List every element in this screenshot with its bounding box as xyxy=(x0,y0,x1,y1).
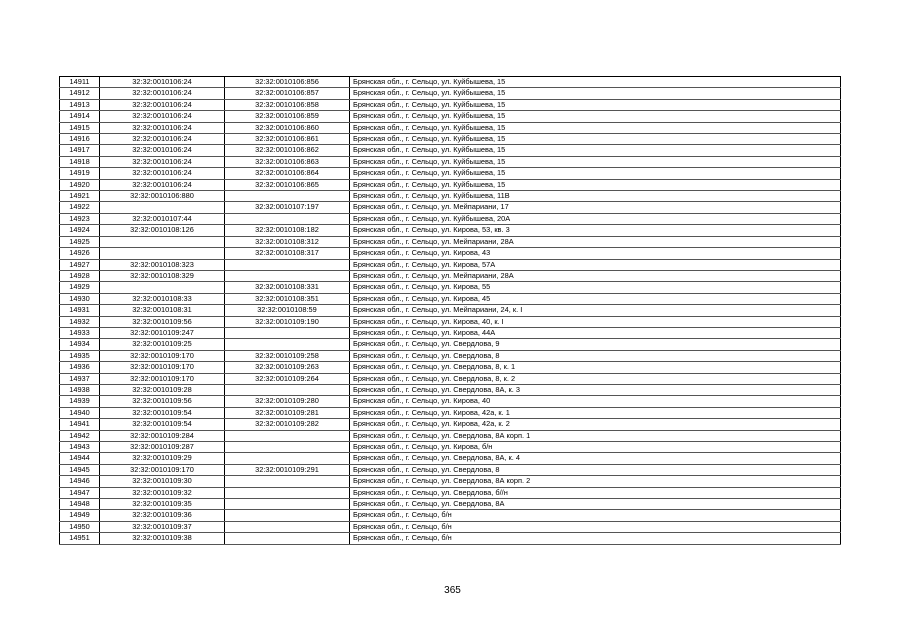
cell-row-number: 14919 xyxy=(60,168,100,179)
cell-address: Брянская обл., г. Сельцо, ул. Кирова, 55 xyxy=(350,282,841,293)
cell-address: Брянская обл., г. Сельцо, ул. Куйбышева, 15 xyxy=(350,111,841,122)
cell-row-number: 14913 xyxy=(60,99,100,110)
cell-object-number: 32:32:0010108:331 xyxy=(225,282,350,293)
cell-address: Брянская обл., г. Сельцо, б/н xyxy=(350,533,841,544)
table-row xyxy=(60,430,841,441)
cell-cadastral-number: 32:32:0010109:30 xyxy=(100,476,225,487)
cell-row-number: 14935 xyxy=(60,350,100,361)
cell-row-number: 14926 xyxy=(60,248,100,259)
table-row xyxy=(60,213,841,224)
table-row xyxy=(60,270,841,281)
cell-cadastral-number: 32:32:0010106:880 xyxy=(100,191,225,202)
cell-object-number: 32:32:0010109:264 xyxy=(225,373,350,384)
cell-address: Брянская обл., г. Сельцо, ул. Свердлова, 8 xyxy=(350,464,841,475)
table-row xyxy=(60,225,841,236)
cell-address: Брянская обл., г. Сельцо, ул. Кирова, 40 xyxy=(350,396,841,407)
cell-address: Брянская обл., г. Сельцо, ул. Свердлова, 8А корп. 2 xyxy=(350,476,841,487)
cell-row-number: 14951 xyxy=(60,533,100,544)
table-row xyxy=(60,145,841,156)
table-row xyxy=(60,476,841,487)
cell-object-number: 32:32:0010109:263 xyxy=(225,362,350,373)
cell-object-number: 32:32:0010106:864 xyxy=(225,168,350,179)
cell-address: Брянская обл., г. Сельцо, ул. Кирова, 42а, к. 1 xyxy=(350,407,841,418)
cell-row-number: 14921 xyxy=(60,191,100,202)
cell-row-number: 14948 xyxy=(60,499,100,510)
table-row xyxy=(60,293,841,304)
cell-row-number: 14918 xyxy=(60,156,100,167)
cell-address: Брянская обл., г. Сельцо, ул. Мейпариани, 28А xyxy=(350,236,841,247)
cell-row-number: 14930 xyxy=(60,293,100,304)
cell-address: Брянская обл., г. Сельцо, ул. Кирова, 44А xyxy=(350,327,841,338)
table-row xyxy=(60,464,841,475)
table-row xyxy=(60,259,841,270)
cell-address: Брянская обл., г. Сельцо, ул. Свердлова, 8А xyxy=(350,499,841,510)
cell-object-number: 32:32:0010109:291 xyxy=(225,464,350,475)
table-row xyxy=(60,168,841,179)
table-row xyxy=(60,316,841,327)
cell-row-number: 14944 xyxy=(60,453,100,464)
cell-address: Брянская обл., г. Сельцо, ул. Куйбышева, 15 xyxy=(350,168,841,179)
table-row xyxy=(60,282,841,293)
cell-row-number: 14924 xyxy=(60,225,100,236)
cell-object-number: 32:32:0010108:312 xyxy=(225,236,350,247)
cell-row-number: 14945 xyxy=(60,464,100,475)
cell-cadastral-number: 32:32:0010106:24 xyxy=(100,122,225,133)
cell-row-number: 14917 xyxy=(60,145,100,156)
cell-object-number: 32:32:0010106:856 xyxy=(225,77,350,88)
cell-address: Брянская обл., г. Сельцо, ул. Свердлова, 8, к. 1 xyxy=(350,362,841,373)
cell-address: Брянская обл., г. Сельцо, ул. Мейпариани, 17 xyxy=(350,202,841,213)
cell-cadastral-number: 32:32:0010106:24 xyxy=(100,168,225,179)
cell-cadastral-number xyxy=(100,236,225,247)
cell-address: Брянская обл., г. Сельцо, ул. Куйбышева, 20А xyxy=(350,213,841,224)
cell-object-number: 32:32:0010109:258 xyxy=(225,350,350,361)
cell-object-number: 32:32:0010106:865 xyxy=(225,179,350,190)
table-row xyxy=(60,373,841,384)
table-row xyxy=(60,419,841,430)
cell-cadastral-number: 32:32:0010109:287 xyxy=(100,442,225,453)
cell-row-number: 14914 xyxy=(60,111,100,122)
cell-address: Брянская обл., г. Сельцо, ул. Свердлова, 8 xyxy=(350,350,841,361)
cell-address: Брянская обл., г. Сельцо, ул. Свердлова, б//н xyxy=(350,487,841,498)
cell-cadastral-number: 32:32:0010107:44 xyxy=(100,213,225,224)
cell-row-number: 14916 xyxy=(60,134,100,145)
cell-row-number: 14933 xyxy=(60,327,100,338)
cell-object-number: 32:32:0010106:858 xyxy=(225,99,350,110)
cell-address: Брянская обл., г. Сельцо, ул. Куйбышева, 15 xyxy=(350,156,841,167)
cell-cadastral-number xyxy=(100,202,225,213)
cell-row-number: 14949 xyxy=(60,510,100,521)
cell-address: Брянская обл., г. Сельцо, ул. Мейпариани, 24, к. I xyxy=(350,305,841,316)
cell-cadastral-number: 32:32:0010106:24 xyxy=(100,156,225,167)
cell-row-number: 14936 xyxy=(60,362,100,373)
cell-object-number xyxy=(225,191,350,202)
cell-cadastral-number: 32:32:0010109:54 xyxy=(100,407,225,418)
table-row xyxy=(60,179,841,190)
cell-row-number: 14922 xyxy=(60,202,100,213)
cell-row-number: 14950 xyxy=(60,521,100,532)
cell-cadastral-number xyxy=(100,282,225,293)
table-row xyxy=(60,248,841,259)
cell-cadastral-number: 32:32:0010108:323 xyxy=(100,259,225,270)
cell-row-number: 14915 xyxy=(60,122,100,133)
cell-row-number: 14939 xyxy=(60,396,100,407)
cell-row-number: 14925 xyxy=(60,236,100,247)
cell-cadastral-number: 32:32:0010108:329 xyxy=(100,270,225,281)
cell-cadastral-number: 32:32:0010108:33 xyxy=(100,293,225,304)
cell-address: Брянская обл., г. Сельцо, ул. Куйбышева, 15 xyxy=(350,77,841,88)
cell-object-number: 32:32:0010108:59 xyxy=(225,305,350,316)
cell-object-number xyxy=(225,521,350,532)
cell-cadastral-number: 32:32:0010106:24 xyxy=(100,179,225,190)
cell-address: Брянская обл., г. Сельцо, ул. Куйбышева, 15 xyxy=(350,122,841,133)
table-row xyxy=(60,362,841,373)
table-row xyxy=(60,499,841,510)
cell-row-number: 14941 xyxy=(60,419,100,430)
cell-row-number: 14911 xyxy=(60,77,100,88)
cell-object-number: 32:32:0010107:197 xyxy=(225,202,350,213)
cell-address: Брянская обл., г. Сельцо, ул. Свердлова, 8А корп. 1 xyxy=(350,430,841,441)
cell-cadastral-number xyxy=(100,248,225,259)
table-row xyxy=(60,407,841,418)
table-row xyxy=(60,134,841,145)
cell-cadastral-number: 32:32:0010109:247 xyxy=(100,327,225,338)
cell-address: Брянская обл., г. Сельцо, ул. Куйбышева, 15 xyxy=(350,145,841,156)
cell-cadastral-number: 32:32:0010108:126 xyxy=(100,225,225,236)
cell-cadastral-number: 32:32:0010109:35 xyxy=(100,499,225,510)
cell-address: Брянская обл., г. Сельцо, ул. Куйбышева, 15 xyxy=(350,99,841,110)
table-row xyxy=(60,191,841,202)
table-row xyxy=(60,442,841,453)
cell-cadastral-number: 32:32:0010109:284 xyxy=(100,430,225,441)
cell-object-number: 32:32:0010109:190 xyxy=(225,316,350,327)
cell-object-number xyxy=(225,476,350,487)
cell-cadastral-number: 32:32:0010108:31 xyxy=(100,305,225,316)
table-row xyxy=(60,453,841,464)
cell-object-number xyxy=(225,430,350,441)
cell-cadastral-number: 32:32:0010106:24 xyxy=(100,99,225,110)
table-row xyxy=(60,305,841,316)
cell-object-number: 32:32:0010106:862 xyxy=(225,145,350,156)
page-number: 365 xyxy=(444,585,461,596)
cell-object-number: 32:32:0010106:863 xyxy=(225,156,350,167)
table-row xyxy=(60,327,841,338)
cell-address: Брянская обл., г. Сельцо, ул. Кирова, 57А xyxy=(350,259,841,270)
cell-address: Брянская обл., г. Сельцо, ул. Куйбышева, 11В xyxy=(350,191,841,202)
cell-object-number xyxy=(225,442,350,453)
cell-object-number xyxy=(225,499,350,510)
cell-row-number: 14938 xyxy=(60,384,100,395)
cell-object-number xyxy=(225,339,350,350)
table-row xyxy=(60,533,841,544)
cell-object-number: 32:32:0010109:281 xyxy=(225,407,350,418)
cell-object-number: 32:32:0010108:182 xyxy=(225,225,350,236)
cell-object-number: 32:32:0010108:317 xyxy=(225,248,350,259)
cell-object-number: 32:32:0010106:861 xyxy=(225,134,350,145)
cell-row-number: 14920 xyxy=(60,179,100,190)
cell-object-number xyxy=(225,453,350,464)
cell-row-number: 14932 xyxy=(60,316,100,327)
cell-cadastral-number: 32:32:0010109:170 xyxy=(100,350,225,361)
table-row xyxy=(60,77,841,88)
cell-object-number xyxy=(225,533,350,544)
cell-cadastral-number: 32:32:0010106:24 xyxy=(100,77,225,88)
cell-object-number xyxy=(225,487,350,498)
table-row xyxy=(60,122,841,133)
cell-object-number xyxy=(225,270,350,281)
cell-cadastral-number: 32:32:0010109:29 xyxy=(100,453,225,464)
cell-object-number xyxy=(225,259,350,270)
table-row xyxy=(60,88,841,99)
table-row xyxy=(60,384,841,395)
cell-address: Брянская обл., г. Сельцо, б/н xyxy=(350,521,841,532)
cell-cadastral-number: 32:32:0010109:54 xyxy=(100,419,225,430)
cell-address: Брянская обл., г. Сельцо, ул. Свердлова, 9 xyxy=(350,339,841,350)
table-row xyxy=(60,487,841,498)
cell-object-number xyxy=(225,213,350,224)
cell-row-number: 14923 xyxy=(60,213,100,224)
cell-row-number: 14927 xyxy=(60,259,100,270)
cell-cadastral-number: 32:32:0010106:24 xyxy=(100,111,225,122)
cell-row-number: 14928 xyxy=(60,270,100,281)
table-row xyxy=(60,521,841,532)
cell-object-number: 32:32:0010106:860 xyxy=(225,122,350,133)
cell-cadastral-number: 32:32:0010109:170 xyxy=(100,464,225,475)
table-row xyxy=(60,236,841,247)
cell-cadastral-number: 32:32:0010109:38 xyxy=(100,533,225,544)
cell-address: Брянская обл., г. Сельцо, ул. Куйбышева, 15 xyxy=(350,134,841,145)
cell-row-number: 14942 xyxy=(60,430,100,441)
cell-cadastral-number: 32:32:0010109:170 xyxy=(100,373,225,384)
cell-object-number: 32:32:0010109:280 xyxy=(225,396,350,407)
cell-row-number: 14946 xyxy=(60,476,100,487)
cell-address: Брянская обл., г. Сельцо, б/н xyxy=(350,510,841,521)
cell-row-number: 14947 xyxy=(60,487,100,498)
cell-address: Брянская обл., г. Сельцо, ул. Свердлова, 8А, к. 4 xyxy=(350,453,841,464)
cell-address: Брянская обл., г. Сельцо, ул. Кирова, 53, кв. 3 xyxy=(350,225,841,236)
cell-address: Брянская обл., г. Сельцо, ул. Кирова, 45 xyxy=(350,293,841,304)
cell-row-number: 14940 xyxy=(60,407,100,418)
table-row xyxy=(60,510,841,521)
cell-cadastral-number: 32:32:0010109:32 xyxy=(100,487,225,498)
table-row xyxy=(60,339,841,350)
cell-cadastral-number: 32:32:0010109:56 xyxy=(100,316,225,327)
cell-row-number: 14937 xyxy=(60,373,100,384)
table-row xyxy=(60,202,841,213)
table-row xyxy=(60,350,841,361)
cell-cadastral-number: 32:32:0010109:56 xyxy=(100,396,225,407)
table-row xyxy=(60,111,841,122)
cell-address: Брянская обл., г. Сельцо, ул. Кирова, 43 xyxy=(350,248,841,259)
cell-cadastral-number: 32:32:0010106:24 xyxy=(100,134,225,145)
cell-row-number: 14929 xyxy=(60,282,100,293)
cell-object-number: 32:32:0010106:857 xyxy=(225,88,350,99)
cell-object-number: 32:32:0010109:282 xyxy=(225,419,350,430)
cell-row-number: 14912 xyxy=(60,88,100,99)
cell-object-number xyxy=(225,384,350,395)
cell-cadastral-number: 32:32:0010109:36 xyxy=(100,510,225,521)
table-body xyxy=(60,77,841,545)
cell-cadastral-number: 32:32:0010109:25 xyxy=(100,339,225,350)
cell-row-number: 14931 xyxy=(60,305,100,316)
cell-address: Брянская обл., г. Сельцо, ул. Куйбышева, 15 xyxy=(350,88,841,99)
cell-cadastral-number: 32:32:0010106:24 xyxy=(100,145,225,156)
cell-address: Брянская обл., г. Сельцо, ул. Мейпариани, 28А xyxy=(350,270,841,281)
cell-object-number: 32:32:0010108:351 xyxy=(225,293,350,304)
table-row xyxy=(60,99,841,110)
table-row xyxy=(60,396,841,407)
cell-cadastral-number: 32:32:0010106:24 xyxy=(100,88,225,99)
cell-cadastral-number: 32:32:0010109:28 xyxy=(100,384,225,395)
cell-object-number xyxy=(225,510,350,521)
cell-row-number: 14943 xyxy=(60,442,100,453)
cell-cadastral-number: 32:32:0010109:170 xyxy=(100,362,225,373)
cell-address: Брянская обл., г. Сельцо, ул. Свердлова, 8, к. 2 xyxy=(350,373,841,384)
cell-address: Брянская обл., г. Сельцо, ул. Свердлова, 8А, к. 3 xyxy=(350,384,841,395)
table-row xyxy=(60,156,841,167)
cell-address: Брянская обл., г. Сельцо, ул. Куйбышева, 15 xyxy=(350,179,841,190)
cell-row-number: 14934 xyxy=(60,339,100,350)
cell-address: Брянская обл., г. Сельцо, ул. Кирова, 42а, к. 2 xyxy=(350,419,841,430)
cell-address: Брянская обл., г. Сельцо, ул. Кирова, б/н xyxy=(350,442,841,453)
property-registry-table xyxy=(59,76,841,545)
cell-object-number xyxy=(225,327,350,338)
cell-cadastral-number: 32:32:0010109:37 xyxy=(100,521,225,532)
cell-object-number: 32:32:0010106:859 xyxy=(225,111,350,122)
cell-address: Брянская обл., г. Сельцо, ул. Кирова, 40, к. I xyxy=(350,316,841,327)
